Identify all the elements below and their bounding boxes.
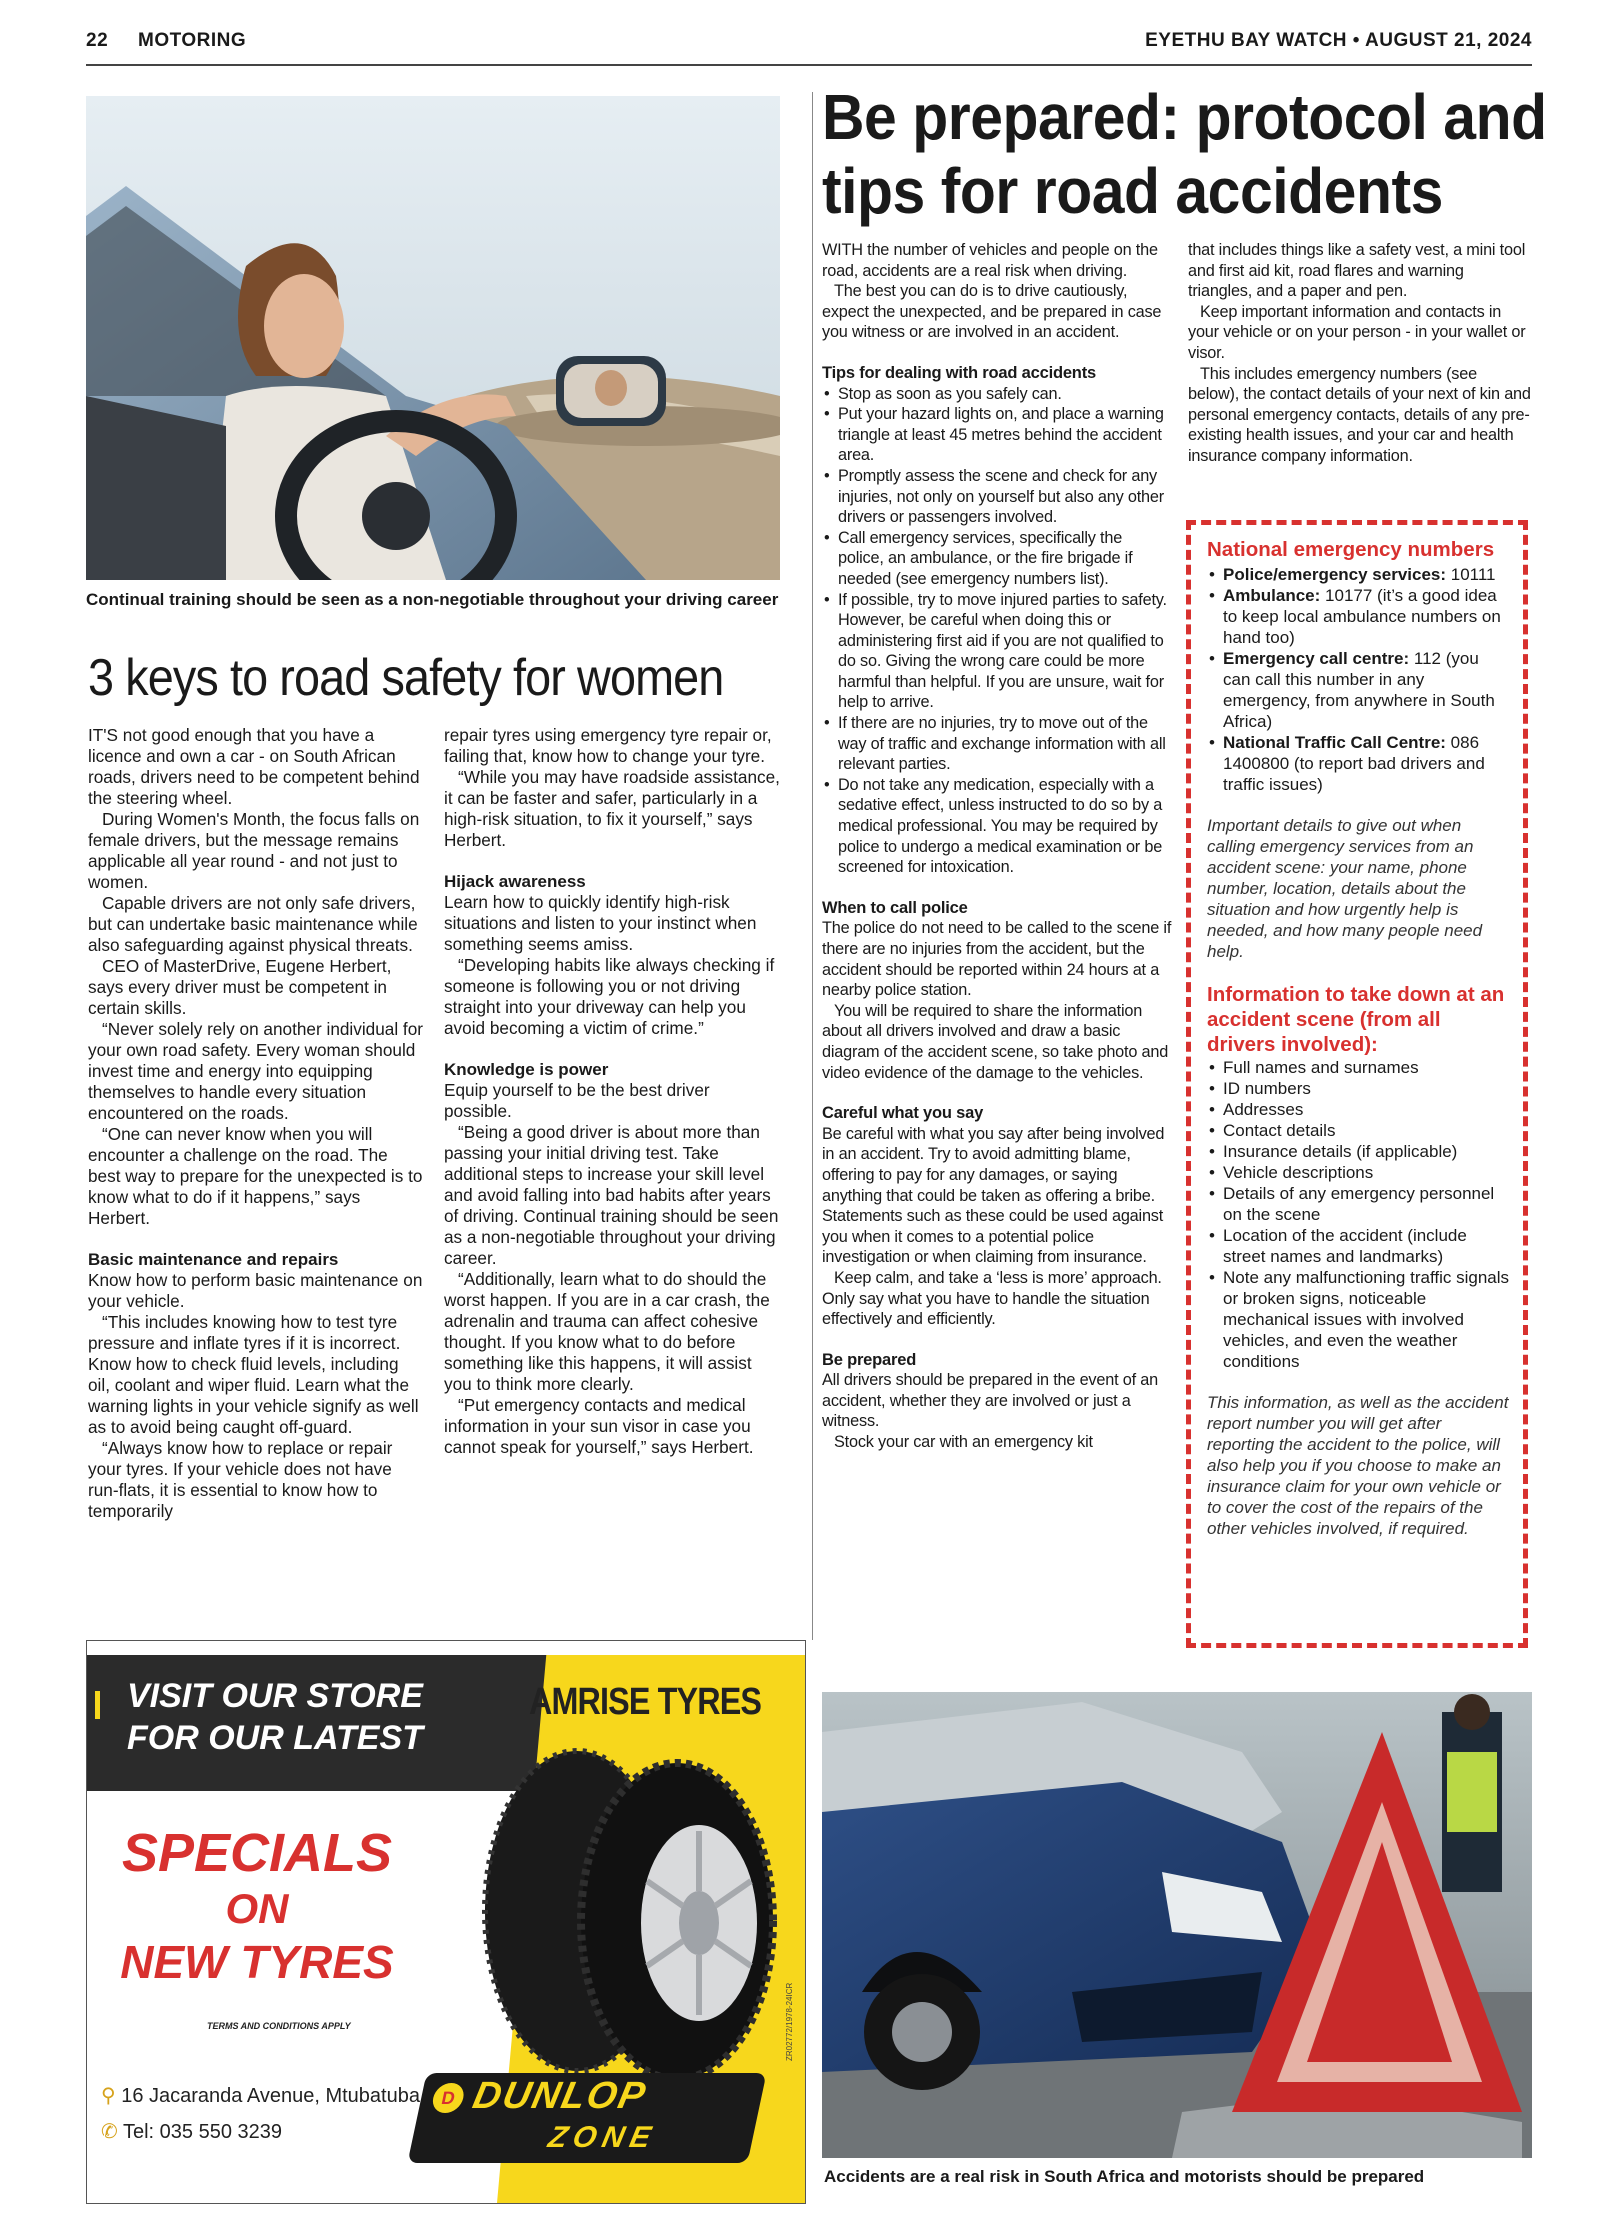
emergency-number-item — [1207, 732, 1509, 795]
tip-item: • If there are no injuries, try to move out of the way of traffic and exchange information with all relevant parties. — [822, 713, 1172, 775]
paragraph: WITH the number of vehicles and people on the road, accidents are a real risk when driving. — [822, 241, 1158, 280]
ad-visit-line-2: FOR OUR LATEST — [127, 1719, 423, 1757]
emergency-number-value: 10177 (it’s a good idea to keep local ambulance numbers on hand too) — [1223, 586, 1501, 647]
paragraph: Know how to perform basic maintenance on your vehicle. — [88, 1270, 423, 1311]
paragraph: IT'S not good enough that you have a licence and own a car - on South African roads, drivers need to be competent behind the steering wheel. — [88, 725, 420, 808]
right-headline-line-2: tips for road accidents — [822, 155, 1443, 227]
paragraph: This includes emergency numbers (see below), the contact details of your next of kin and personal emergency contacts, details of any pre-existing health issues, and your car and health insurance company information. — [1188, 364, 1531, 465]
zone-word: ZONE — [545, 2121, 660, 2154]
paragraph: “Always know how to replace or repair your tyres. If your vehicle does not have run-flats, it is essential to know how to temporarily — [88, 1438, 393, 1521]
ad-address: 16 Jacaranda Avenue, Mtubatuba — [121, 2085, 420, 2107]
left-story-column-2 — [444, 725, 780, 1458]
subheading: Knowledge is power — [444, 1060, 609, 1079]
tyre-advertisement — [86, 1640, 806, 2204]
ad-accent-bar — [95, 1691, 100, 1719]
ad-specials-line-2: ON — [225, 1885, 289, 1932]
woman-driving-illustration — [86, 96, 780, 580]
info-item: • Full names and surnames — [1207, 1057, 1509, 1078]
paragraph: Keep calm, and take a ‘less is more’ approach. Only say what you have to handle the situation effectively and efficiently. — [822, 1268, 1162, 1329]
paragraph: repair tyres using emergency tyre repair or, failing that, know how to change your tyre. — [444, 725, 772, 766]
tip-item: • Promptly assess the scene and check for any injuries, not only on yourself but also any other drivers or passengers involved. — [822, 466, 1172, 528]
location-pin-icon: ⚲ — [101, 2085, 116, 2107]
dunlop-word: DUNLOP — [469, 2075, 651, 2117]
box-title-emergency-numbers: National emergency numbers — [1207, 538, 1495, 561]
page-number: 22 — [86, 30, 109, 51]
accident-illustration — [822, 1692, 1532, 2158]
paragraph: You will be required to share the information about all drivers involved and draw a basic diagram of the accident scene, so take photo and video evidence of the damage to the vehicles. — [822, 1001, 1169, 1082]
paragraph: The police do not need to be called to the scene if there are no injuries from the accident, but the accident should be reported within 24 hours at a nearby police station. — [822, 919, 1172, 1000]
box-italic-note-1: Important details to give out when calling emergency services from an accident scene: your name, phone number, location, details about the situation and how urgently help is needed, and how many people need help. — [1207, 816, 1483, 961]
info-item: • Addresses — [1207, 1099, 1509, 1120]
emergency-number-label: National Traffic Call Centre: — [1223, 733, 1446, 752]
ad-visit-line-1: VISIT OUR STORE — [127, 1677, 423, 1715]
paragraph: Capable drivers are not only safe drivers, but can undertake basic maintenance while also safeguarding against physical threats. — [88, 893, 418, 955]
box-title-info-to-take: Information to take down at an accident scene (from all drivers involved): — [1207, 983, 1505, 1056]
emergency-info-box — [1186, 520, 1528, 1648]
woman-driving-photo — [86, 96, 780, 580]
subheading: Careful what you say — [822, 1104, 984, 1123]
info-item: • Note any malfunctioning traffic signals or broken signs, noticeable mechanical issues with involved vehicles, and even the weather conditions — [1207, 1267, 1509, 1372]
tip-item: • Call emergency services, specifically the police, an ambulance, or the fire brigade if needed (see emergency numbers list). — [822, 528, 1172, 590]
info-item: • Insurance details (if applicable) — [1207, 1141, 1509, 1162]
paragraph: Learn how to quickly identify high-risk situations and listen to your instinct when something seems amiss. — [444, 892, 757, 954]
left-photo-caption: Continual training should be seen as a non-negotiable throughout your driving career — [86, 590, 779, 609]
paragraph: “This includes knowing how to test tyre pressure and inflate tyres if it is incorrect. Know how to check fluid levels, including oil, coolant and wiper fluid. Learn what the warning lights in your vehicle signify as well as to avoid being caught off-guard. — [88, 1312, 419, 1437]
info-item: • Details of any emergency personnel on the scene — [1207, 1183, 1509, 1225]
tip-item: • If possible, try to move injured parties to safety. However, be careful when doing this or administering first aid if you are not qualified to do so. Giving the wrong care could be more harmful than helpful. If you are unsure, wait for help to arrive. — [822, 590, 1172, 714]
right-headline — [822, 80, 1547, 228]
section-name: MOTORING — [138, 30, 247, 51]
dunlop-zone-logo — [407, 2073, 766, 2163]
ad-tel: Tel: 035 550 3239 — [122, 2121, 282, 2143]
ad-address-line — [101, 2083, 420, 2108]
paragraph: “While you may have roadside assistance, it can be faster and safer, particularly in a high-risk situation, to fix it yourself,” says Herbert. — [444, 767, 780, 850]
right-story-column-b — [1188, 240, 1532, 467]
paragraph: “Put emergency contacts and medical information in your sun visor in case you cannot speak for yourself,” says Herbert. — [444, 1395, 754, 1457]
paragraph: Equip yourself to be the best driver possible. — [444, 1080, 710, 1121]
emergency-number-label: Ambulance: — [1223, 586, 1321, 605]
ad-specials-line-1: SPECIALS — [121, 1823, 393, 1883]
tip-item: • Do not take any medication, especially with a sedative effect, unless instructed to do so by a medical professional. You may be required by police to undergo a medical examination or be screened for intoxication. — [822, 775, 1172, 878]
paragraph: “Never solely rely on another individual for your own road safety. Every woman should invest time and energy into equipping themselves to handle every situation encountered on the roads. — [88, 1019, 423, 1123]
ad-brand: AMRISE TYRES — [529, 1681, 762, 1723]
info-item: • Contact details — [1207, 1120, 1509, 1141]
paper-dateline: EYETHU BAY WATCH • AUGUST 21, 2024 — [1145, 30, 1532, 51]
paragraph: “Additionally, learn what to do should the worst happen. If you are in a car crash, the adrenalin and trauma can affect cohesive thought. If you know what to do before something like this happens, it will assist you to think more clearly. — [444, 1269, 770, 1394]
emergency-number-item — [1207, 564, 1509, 585]
emergency-number-value: 086 1400800 (to report bad drivers and traffic issues) — [1223, 733, 1485, 794]
emergency-number-value: 112 (you can call this number in any emergency, from anywhere in South Africa) — [1223, 649, 1495, 731]
phone-icon: ✆ — [101, 2121, 118, 2143]
info-to-take-list — [1207, 1057, 1509, 1372]
subheading: When to call police — [822, 898, 968, 917]
ad-specials-block — [107, 1823, 407, 1989]
accident-photo-caption: Accidents are a real risk in South Africa and motorists should be prepared — [824, 2167, 1425, 2186]
ad-terms: TERMS AND CONDITIONS APPLY — [207, 2021, 351, 2031]
emergency-number-label: Police/emergency services: — [1223, 565, 1447, 584]
paragraph: The best you can do is to drive cautiously, expect the unexpected, and be prepared in case you witness or are involved in an accident. — [822, 282, 1162, 342]
paragraph: CEO of MasterDrive, Eugene Herbert, says every driver must be competent in certain skills. — [88, 956, 392, 1018]
ad-tel-line — [101, 2119, 282, 2144]
paragraph: All drivers should be prepared in the event of an accident, whether they are involved or just a witness. — [822, 1371, 1158, 1431]
paragraph: Stock your car with an emergency kit — [834, 1433, 1093, 1452]
ad-code: ZR02772/1978-24ICR — [785, 1982, 794, 2061]
paragraph: “Being a good driver is about more than passing your initial driving test. Take additional steps to increase your skill level and avoid falling into bad habits after years of driving. Continual training should be seen as a non-negotiable throughout your driving career. — [444, 1122, 779, 1268]
accident-photo — [822, 1692, 1532, 2158]
subheading: Hijack awareness — [444, 872, 586, 891]
paragraph: “Developing habits like always checking if someone is following you or not driving straight into your driveway can help you avoid becoming a victim of crime.” — [444, 955, 775, 1038]
paragraph: that includes things like a safety vest, a mini tool and first aid kit, road flares and warning triangles, and a paper and pen. — [1188, 241, 1526, 301]
paragraph: During Women's Month, the focus falls on female drivers, but the message remains applicable all year round - and not just to women. — [88, 809, 420, 892]
left-headline: 3 keys to road safety for women — [88, 649, 724, 707]
paragraph: Be careful with what you say after being involved in an accident. Try to avoid admitting blame, offering to pay for any damages, or saying anything that could be taken as offering a bribe. Statements such as these could be used against you when it comes to a potential police investigation or when claiming from insurance. — [822, 1124, 1165, 1267]
column-divider — [812, 92, 813, 1640]
ad-specials-line-3: NEW TYRES — [120, 1936, 394, 1988]
left-story-column-1 — [88, 725, 424, 1522]
subheading: Be prepared — [822, 1350, 917, 1369]
box-italic-note-2: This information, as well as the accident report number you will get after reporting the accident to the police, will also help you if you choose to make an insurance claim for your own vehicle or to cover the cost of the repairs of the other vehicles involved, if required. — [1207, 1393, 1509, 1538]
tyres-illustration — [467, 1741, 787, 2081]
emergency-number-value: 10111 — [1450, 565, 1496, 584]
right-headline-line-1: Be prepared: protocol and — [822, 81, 1547, 153]
emergency-number-item — [1207, 648, 1509, 732]
dunlop-d-icon: D — [430, 2083, 466, 2113]
emergency-numbers-list — [1207, 564, 1509, 795]
subheading: Tips for dealing with road accidents — [822, 363, 1096, 382]
subheading: Basic maintenance and repairs — [88, 1250, 339, 1269]
info-item: • Vehicle descriptions — [1207, 1162, 1509, 1183]
tips-list — [822, 384, 1172, 878]
tip-item: • Stop as soon as you safely can. — [822, 384, 1172, 405]
info-item: • ID numbers — [1207, 1078, 1509, 1099]
tip-item: • Put your hazard lights on, and place a warning triangle at least 45 metres behind the accident area. — [822, 404, 1172, 466]
header-rule — [86, 64, 1532, 66]
emergency-number-label: Emergency call centre: — [1223, 649, 1410, 668]
right-story-column-a — [822, 240, 1172, 1453]
paragraph: Keep important information and contacts in your vehicle or on your person - in your wallet or visor. — [1188, 302, 1526, 362]
info-item: • Location of the accident (include street names and landmarks) — [1207, 1225, 1509, 1267]
ad-visit-text — [127, 1675, 423, 1759]
paragraph: “One can never know when you will encounter a challenge on the road. The best way to prepare for the unexpected is to know what to do if it happens,” says Herbert. — [88, 1124, 423, 1228]
emergency-number-item — [1207, 585, 1509, 648]
